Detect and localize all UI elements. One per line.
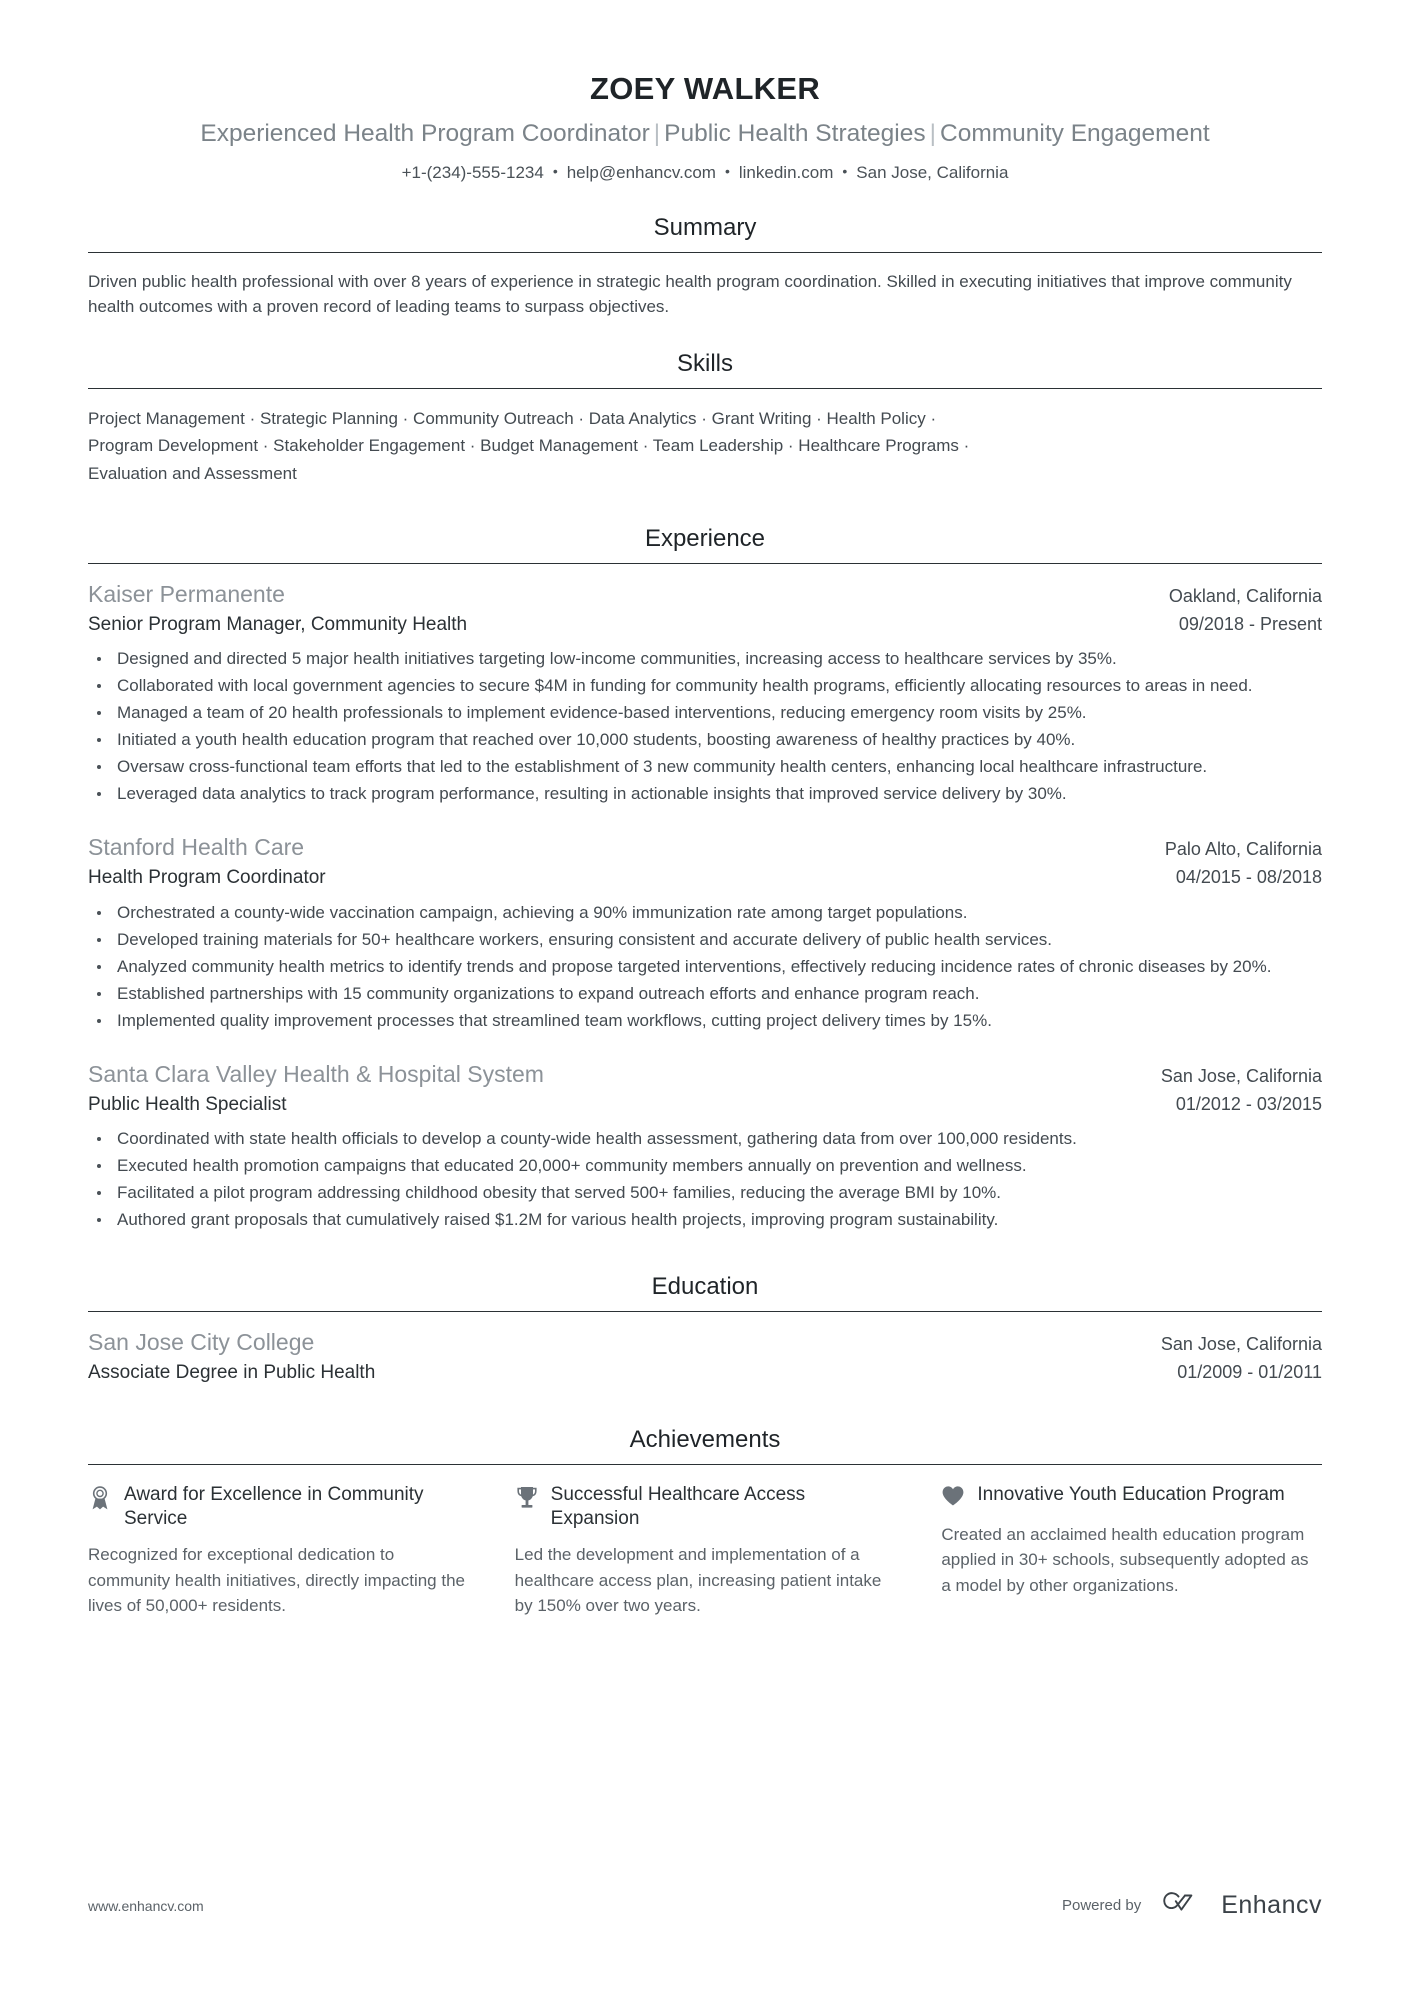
achievements-grid <box>88 1465 1322 1619</box>
experience-location: Oakland, California <box>1168 585 1322 606</box>
experience-location: Palo Alto, California <box>1164 839 1322 860</box>
skills-line-1: Project Management · Strategic Planning · Community Outreach · Data Analytics · Grant Writing · Health Policy · <box>88 408 937 428</box>
section-title-education: Education <box>651 1273 759 1301</box>
education-entry <box>88 1328 1322 1386</box>
experience-role: Senior Program Manager, Community Health <box>88 613 468 635</box>
experience-bullet: Authored grant proposals that cumulatively raised $1.2M for various health projects, improving program sustainability. <box>88 1208 1322 1233</box>
experience-bullet: Orchestrated a county-wide vaccination campaign, achieving a 90% immunization rate among target populations. <box>88 901 1322 926</box>
experience-bullet: Analyzed community health metrics to identify trends and propose targeted interventions, effectively reducing incidence rates of chronic diseases by 20%. <box>88 955 1322 980</box>
headline-separator-1: | <box>653 120 661 148</box>
section-title-achievements: Achievements <box>629 1425 781 1453</box>
contact-email[interactable]: help@enhancv.com <box>566 162 716 182</box>
experience-role: Public Health Specialist <box>88 1093 287 1115</box>
resume-header <box>88 0 1322 184</box>
experience-entry <box>88 580 1322 807</box>
contact-line <box>88 162 1322 184</box>
experience-bullet: Facilitated a pilot program addressing childhood obesity that served 500+ families, reducing the average BMI by 10%. <box>88 1181 1322 1206</box>
achievement-item <box>88 1483 469 1619</box>
experience-organization: Kaiser Permanente <box>88 580 285 607</box>
footer-url[interactable]: www.enhancv.com <box>88 1897 204 1914</box>
experience-organization: Santa Clara Valley Health & Hospital System <box>88 1060 544 1087</box>
experience-bullet: Designed and directed 5 major health initiatives targeting low-income communities, increasing access to healthcare services by 35%. <box>88 647 1322 672</box>
experience-bullets <box>88 647 1322 807</box>
experience-bullet: Leveraged data analytics to track program performance, resulting in actionable insights that improved service delivery by 30%. <box>88 782 1322 807</box>
contact-separator-1: • <box>552 162 558 179</box>
experience-bullet: Coordinated with state health officials to develop a county-wide health assessment, gathering data from over 100,000 residents. <box>88 1127 1322 1152</box>
skills-line-2: Program Development · Stakeholder Engagement · Budget Management · Team Leadership · Healthcare Programs · <box>88 436 970 456</box>
experience-bullet: Established partnerships with 15 community organizations to expand outreach efforts and enhance program reach. <box>88 982 1322 1007</box>
section-skills <box>88 350 1322 487</box>
award-medal-icon <box>88 1483 112 1511</box>
achievement-title: Successful Healthcare Access Expansion <box>550 1483 806 1529</box>
headline-part-3: Community Engagement <box>940 120 1210 148</box>
experience-role: Health Program Coordinator <box>88 867 326 889</box>
enhancv-brand-name: Enhancv <box>1221 1891 1322 1919</box>
section-achievements <box>88 1426 1322 1619</box>
experience-location: San Jose, California <box>1160 1065 1322 1086</box>
education-dates: 01/2009 - 01/2011 <box>1177 1362 1322 1383</box>
contact-separator-2: • <box>724 162 730 179</box>
section-summary <box>88 214 1322 320</box>
summary-text: Driven public health professional with over 8 years of experience in strategic health program coordination. Skilled in executing initiatives that improve community health outcomes with a proven record of leading teams to surpass objectives. <box>88 271 1292 317</box>
experience-bullets <box>88 1127 1322 1233</box>
trophy-icon <box>515 1483 539 1511</box>
achievement-description: Led the development and implementation of a healthcare access plan, increasing patient intake by 150% over two years. <box>514 1545 882 1616</box>
experience-bullets <box>88 901 1322 1034</box>
education-location: San Jose, California <box>1160 1334 1322 1355</box>
experience-bullet: Oversaw cross-functional team efforts that led to the establishment of 3 new community health centers, enhancing local healthcare infrastructure. <box>88 755 1322 780</box>
education-institution: San Jose City College <box>88 1329 315 1356</box>
candidate-name: ZOEY WALKER <box>589 71 821 106</box>
education-degree: Associate Degree in Public Health <box>88 1362 376 1384</box>
skills-line-3: Evaluation and Assessment <box>88 463 297 483</box>
achievement-description: Created an acclaimed health education program applied in 30+ schools, subsequently adopted as a model by other organizations. <box>941 1524 1309 1595</box>
section-experience <box>88 525 1322 1233</box>
contact-linkedin[interactable]: linkedin.com <box>738 162 834 182</box>
candidate-headline <box>88 119 1322 150</box>
achievement-item <box>941 1483 1322 1619</box>
achievement-description: Recognized for exceptional dedication to community health initiatives, directly impacting the lives of 50,000+ residents. <box>88 1545 465 1616</box>
section-title-summary: Summary <box>653 213 757 241</box>
section-title-skills: Skills <box>676 349 733 377</box>
experience-dates: 04/2015 - 08/2018 <box>1175 867 1322 888</box>
heart-icon <box>941 1483 965 1511</box>
section-education <box>88 1273 1322 1385</box>
experience-bullet: Collaborated with local government agencies to secure $4M in funding for community health programs, efficiently allocating resources to areas in need. <box>88 674 1322 699</box>
resume-footer <box>88 1890 1322 1921</box>
experience-organization: Stanford Health Care <box>88 834 305 861</box>
experience-bullet: Implemented quality improvement processes that streamlined team workflows, cutting project delivery times by 15%. <box>88 1009 1322 1034</box>
experience-entry <box>88 833 1322 1034</box>
powered-by-label: Powered by <box>1061 1897 1142 1914</box>
headline-part-1: Experienced Health Program Coordinator <box>200 120 650 148</box>
contact-separator-3: • <box>842 162 848 179</box>
experience-bullet: Executed health promotion campaigns that educated 20,000+ community members annually on prevention and wellness. <box>88 1154 1322 1179</box>
experience-dates: 09/2018 - Present <box>1178 613 1322 634</box>
achievement-title: Award for Excellence in Community Service <box>124 1483 424 1529</box>
contact-phone: +1-(234)-555-1234 <box>401 162 544 182</box>
headline-separator-2: | <box>929 120 936 148</box>
headline-part-2: Public Health Strategies <box>664 120 926 148</box>
experience-dates: 01/2012 - 03/2015 <box>1175 1093 1322 1114</box>
experience-bullet: Initiated a youth health education program that reached over 10,000 students, boosting awareness of healthy practices by 40%. <box>88 728 1322 753</box>
enhancv-brand <box>1157 1890 1322 1921</box>
achievement-title: Innovative Youth Education Program <box>977 1483 1285 1505</box>
contact-location: San Jose, California <box>856 162 1009 182</box>
achievement-item <box>515 1483 896 1619</box>
section-title-experience: Experience <box>644 525 766 553</box>
experience-bullet: Developed training materials for 50+ healthcare workers, ensuring consistent and accurate delivery of public health services. <box>88 928 1322 953</box>
enhancv-logo-icon <box>1157 1890 1209 1921</box>
experience-bullet: Managed a team of 20 health professionals to implement evidence-based interventions, reducing emergency room visits by 25%. <box>88 701 1322 726</box>
experience-entry <box>88 1060 1322 1234</box>
